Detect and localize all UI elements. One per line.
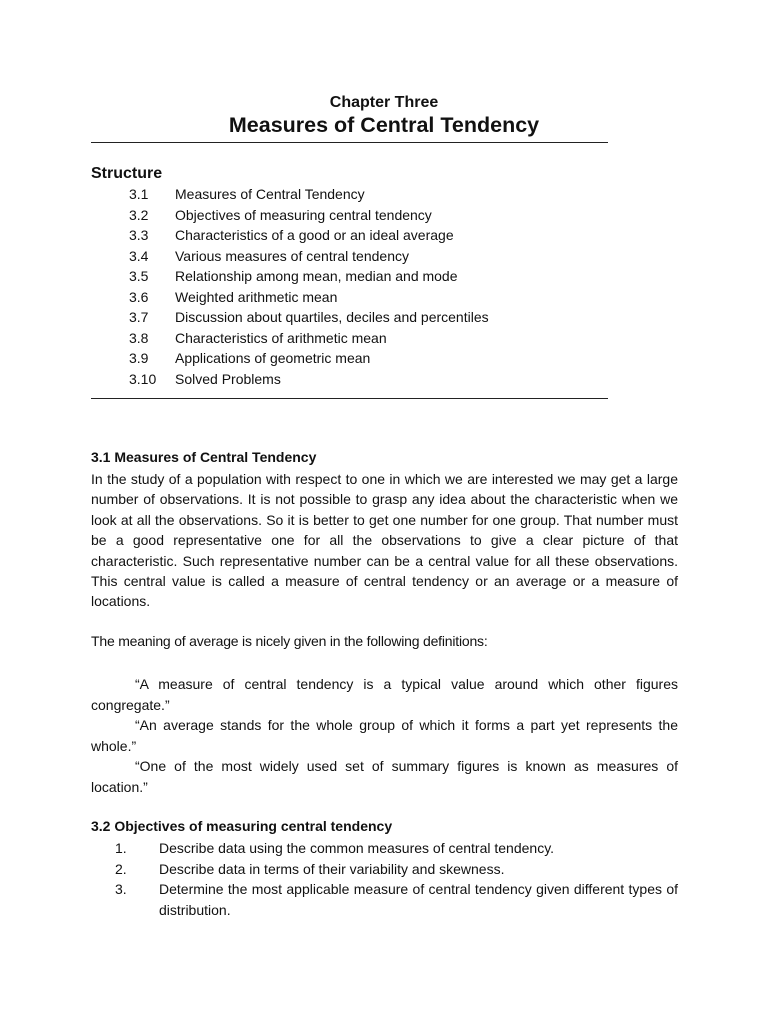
toc-title: Relationship among mean, median and mode xyxy=(175,268,458,284)
toc-title: Characteristics of arithmetic mean xyxy=(175,329,387,346)
objective-item xyxy=(0,859,768,880)
toc-item xyxy=(0,205,768,226)
toc-number: 3.7 xyxy=(129,309,149,325)
toc-item xyxy=(0,369,768,390)
toc-number: 3.2 xyxy=(129,206,149,223)
objective-number: 1. xyxy=(115,840,127,856)
chapter-title: Measures of Central Tendency xyxy=(228,113,540,137)
toc-title: Measures of Central Tendency xyxy=(175,186,365,202)
objectives-list xyxy=(0,838,768,920)
objective-text: Determine the most applicable measure of central tendency given different types of distribution. xyxy=(159,881,678,918)
toc-title: Applications of geometric mean xyxy=(175,350,371,366)
objective-item xyxy=(0,838,768,859)
definition-quote: “One of the most widely used set of summary figures is known as measures of location.” xyxy=(91,758,678,795)
toc-title: Discussion about quartiles, deciles and percentiles xyxy=(175,309,489,325)
toc-item xyxy=(0,287,768,308)
toc-title: Characteristics of a good or an ideal average xyxy=(175,227,454,243)
definition-quote: “A measure of central tendency is a typical value around which other figures congregate.” xyxy=(91,676,678,713)
section-3-1-paragraph: In the study of a population with respect to one in which we are interested we may get a large number of observations. It is not possible to grasp any idea about the characteristic when we look at all the observations. So it is better to get one number for one group. That number must be a good representative one for all the observations to give a clear picture of that characteristic. Such representative number can be a central value for all these observations. This central value is called a measure of central tendency or an average or a measure of locations. xyxy=(91,471,678,610)
toc-title: Objectives of measuring central tendency xyxy=(175,206,432,223)
toc-title: Weighted arithmetic mean xyxy=(175,288,338,305)
structure-heading: Structure xyxy=(91,165,163,182)
toc-number: 3.3 xyxy=(129,227,149,243)
objective-number: 3. xyxy=(115,881,127,897)
toc-item xyxy=(0,225,768,246)
toc-item xyxy=(0,348,768,369)
toc-item xyxy=(0,307,768,328)
section-heading-3-2: 3.2 Objectives of measuring central tendency xyxy=(91,818,393,834)
toc-item xyxy=(0,328,768,349)
objective-number: 2. xyxy=(115,860,127,877)
structure-list xyxy=(0,184,768,389)
toc-number: 3.8 xyxy=(129,329,149,346)
toc-item xyxy=(0,184,768,205)
toc-title: Solved Problems xyxy=(175,370,281,387)
definitions-intro: The meaning of average is nicely given in the following definitions: xyxy=(91,633,488,649)
objective-text: Describe data using the common measures of central tendency. xyxy=(159,840,555,856)
toc-number: 3.5 xyxy=(129,268,149,284)
toc-number: 3.9 xyxy=(129,350,149,366)
toc-number: 3.10 xyxy=(129,370,157,387)
objective-item xyxy=(0,879,768,920)
toc-item xyxy=(0,266,768,287)
objective-text: Describe data in terms of their variability and skewness. xyxy=(159,860,505,877)
toc-number: 3.1 xyxy=(129,186,149,202)
toc-number: 3.6 xyxy=(129,288,149,305)
bottom-divider xyxy=(91,398,608,399)
definition-quote: “An average stands for the whole group of which it forms a part yet represents the whole.” xyxy=(91,717,678,754)
section-heading-3-1: 3.1 Measures of Central Tendency xyxy=(91,449,317,465)
top-divider xyxy=(91,142,608,143)
chapter-label: Chapter Three xyxy=(329,94,439,111)
toc-title: Various measures of central tendency xyxy=(175,247,409,264)
toc-item xyxy=(0,246,768,267)
toc-number: 3.4 xyxy=(129,247,149,264)
